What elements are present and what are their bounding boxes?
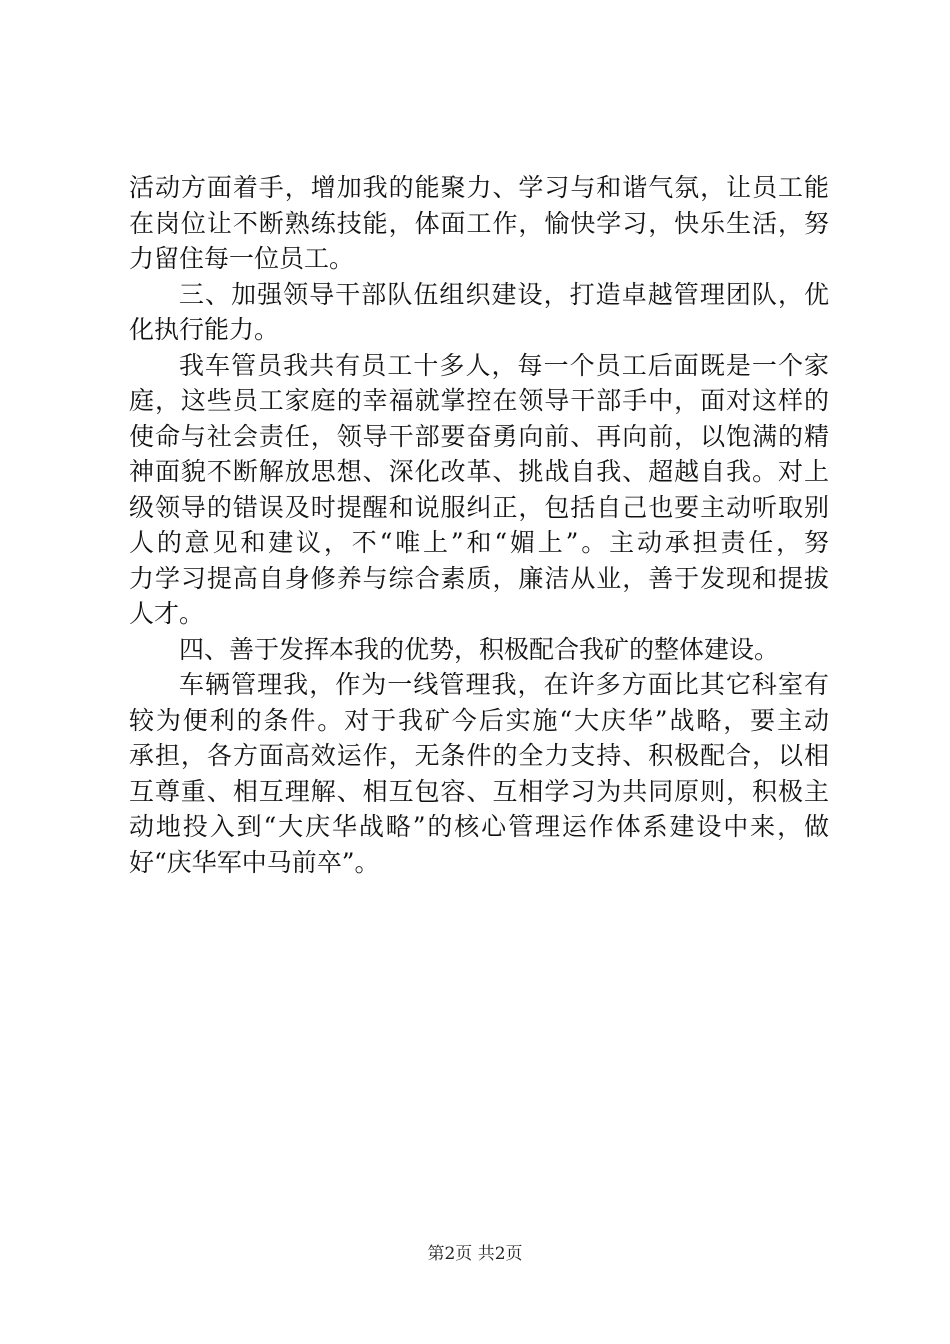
text-line: 在岗位让不断熟练技能，体面工作，愉快学习，快乐生活，努 bbox=[129, 208, 829, 238]
text-line: 神面貌不断解放思想、深化改革、挑战自我、超越自我。对上 bbox=[129, 457, 829, 486]
text-line: 活动方面着手，增加我的能聚力、学习与和谐气氛，让员工能 bbox=[129, 173, 829, 202]
text-line: 力留住每一位员工。 bbox=[129, 244, 355, 273]
text-line: 车辆管理我，作为一线管理我，在许多方面比其它科室有 bbox=[179, 670, 829, 699]
text-line: 我车管员我共有员工十多人，每一个员工后面既是一个家 bbox=[179, 350, 829, 380]
text-line: 力学习提高自身修养与综合素质，廉洁从业，善于发现和提拔 bbox=[129, 563, 829, 593]
text-line: 使命与社会责任，领导干部要奋勇向前、再向前，以饱满的精 bbox=[129, 421, 829, 451]
text-line: 较为便利的条件。对于我矿今后实施“大庆华”战略，要主动 bbox=[129, 705, 829, 735]
text-line: 人才。 bbox=[129, 599, 205, 628]
text-line: 级领导的错误及时提醒和说服纠正，包括自己也要主动听取别 bbox=[129, 492, 829, 522]
text-line: 好“庆华军中马前卒”。 bbox=[129, 847, 380, 877]
text-line: 化执行能力。 bbox=[129, 315, 280, 344]
text-line: 人的意见和建议，不“唯上”和“媚上”。主动承担责任，努 bbox=[129, 528, 829, 557]
text-line: 承担，各方面高效运作，无条件的全力支持、积极配合，以相 bbox=[129, 741, 829, 770]
document-body bbox=[129, 170, 829, 880]
text-line: 庭，这些员工家庭的幸福就掌控在领导干部手中，面对这样的 bbox=[129, 386, 829, 415]
page-footer: 第2页 共2页 bbox=[427, 1244, 523, 1264]
section-heading-4: 四、善于发挥本我的优势，积极配合我矿的整体建设。 bbox=[179, 634, 780, 664]
text-line: 互尊重、相互理解、相互包容、互相学习为共同原则，积极主 bbox=[129, 776, 829, 806]
text-line: 动地投入到“大庆华战略”的核心管理运作体系建设中来，做 bbox=[129, 812, 829, 841]
section-heading-3: 三、加强领导干部队伍组织建设，打造卓越管理团队，优 bbox=[179, 279, 829, 309]
